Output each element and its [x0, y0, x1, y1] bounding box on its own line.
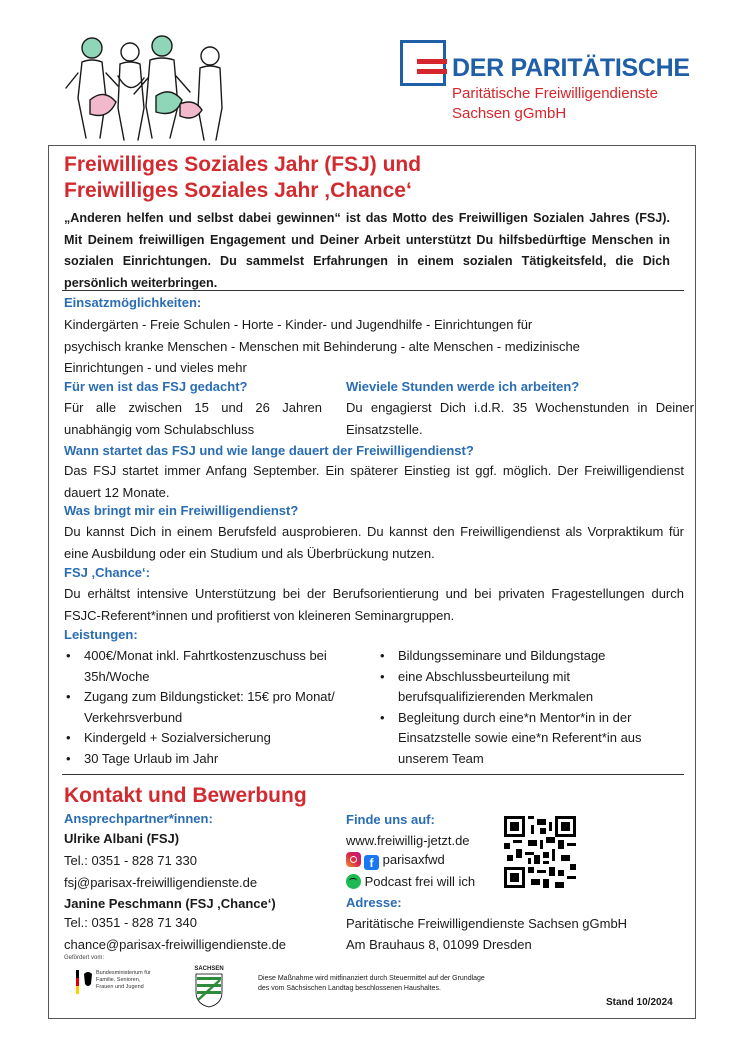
sachsen-label: SACHSEN — [194, 966, 224, 972]
einsatz-text — [64, 314, 674, 379]
website-link[interactable]: www.freiwillig-jetzt.de — [346, 833, 470, 848]
divider — [62, 290, 684, 291]
sachsen-logo — [194, 966, 224, 1010]
divider — [62, 774, 684, 775]
logo-name: DER PARITÄTISCHE — [452, 54, 690, 82]
ministry-name: Bundesministerium für Familie, Senioren, Frauen und Jugend — [96, 970, 151, 990]
stand-date: Stand 10/2024 — [606, 997, 673, 1008]
qr-code[interactable] — [504, 816, 576, 888]
list-item: • 30 Tage Urlaub im Jahr — [64, 749, 376, 770]
fuer-wen-text: Für alle zwischen 15 und 26 Jahren unabhängig vom Schulabschluss — [64, 400, 322, 437]
list-item: • eine Abschlussbeurteilung mit berufsqualifizierenden Merkmalen — [378, 667, 678, 708]
social-row[interactable] — [346, 852, 445, 870]
heading-stunden: Wieviele Stunden werde ich arbeiten? — [346, 379, 580, 394]
stunden-text: Du engagierst Dich i.d.R. 35 Wochenstunden in Deiner Einsatzstelle. — [346, 400, 694, 437]
title-line-2: Freiwilliges Soziales Jahr ‚Chance‘ — [64, 179, 412, 202]
address-line-2: Am Brauhaus 8, 01099 Dresden — [346, 937, 532, 952]
people-illustration — [60, 28, 232, 150]
chance-text: Du erhältst intensive Unterstützung bei der Berufsorientierung und bei privaten Fragestellungen durch FSJC-Referent*innen und profitierst von kleineren Seminargruppen. — [64, 586, 684, 623]
heading-finde-uns: Finde uns auf: — [346, 812, 435, 827]
list-item: • 400€/Monat inkl. Fahrtkostenzuschuss bei 35h/Woche — [64, 646, 376, 687]
logo-mark-icon — [400, 40, 446, 86]
was-bringt-text: Du kannst Dich in einem Berufsfeld ausprobieren. Du kannst den Freiwilligendienst als Vorpraktikum für eine Ausbildung oder ein Studium und als Überbrückung nutzen. — [64, 524, 684, 561]
heading-adresse: Adresse: — [346, 895, 402, 910]
contact-email-1[interactable]: fsj@parisax-freiwilligendienste.de — [64, 875, 258, 890]
list-item: • Kindergeld + Sozialversicherung — [64, 728, 376, 749]
heading-leistungen: Leistungen: — [64, 627, 138, 642]
paritaetische-logo — [400, 40, 700, 130]
podcast-label: Podcast frei will ich — [364, 874, 476, 889]
funding-note: Diese Maßnahme wird mitfinanziert durch Steuermittel auf der Grundlage des vom Sächsischen Landtag beschlossenen Haushaltes. — [258, 975, 485, 992]
podcast-row[interactable] — [346, 874, 475, 889]
contact-person-1: Ulrike Albani (FSJ) — [64, 831, 180, 846]
logo-subtitle-1: Paritätische Freiwilligendienste — [452, 85, 658, 102]
heading-wann: Wann startet das FSJ und wie lange dauert der Freiwilligendienst? — [64, 443, 474, 458]
wann-text: Das FSJ startet immer Anfang September. Ein späterer Einstieg ist ggf. möglich. Der Freiwilligendienst dauert 12 Monate. — [64, 463, 684, 500]
heading-chance: FSJ ‚Chance‘: — [64, 565, 150, 580]
gefoerdert-label: Gefördert vom: — [64, 955, 105, 961]
heading-was-bringt: Was bringt mir ein Freiwilligendienst? — [64, 503, 299, 518]
contact-person-2: Janine Peschmann (FSJ ‚Chance‘) — [64, 896, 276, 911]
spotify-icon — [346, 874, 361, 889]
intro-text: „Anderen helfen und selbst dabei gewinnen“ ist das Motto des Freiwilligen Sozialen Jahres (FSJ). Mit Deinem freiwilligen Engagement und Deiner Arbeit unterstützt Du hilfsbedürftige Menschen in sozialen Einrichtungen. Du sammelst Erfahrungen in einem sozialen Tätigkeitsfeld, die Dich persönlich weiterbringen. — [64, 211, 670, 290]
instagram-icon — [346, 852, 361, 867]
leistungen-left-list — [64, 646, 376, 769]
contact-phone-2[interactable]: Tel.: 0351 - 828 71 340 — [64, 915, 197, 930]
address-line-1: Paritätische Freiwilligendienste Sachsen gGmbH — [346, 916, 628, 931]
sachsen-coat-of-arms-icon — [194, 972, 224, 1008]
contact-email-2[interactable]: chance@parisax-freiwilligendienste.de — [64, 937, 287, 952]
list-item: • Zugang zum Bildungsticket: 15€ pro Monat/ Verkehrsverbund — [64, 687, 376, 728]
list-item: • Begleitung durch eine*n Mentor*in in der Einsatzstelle sowie eine*n Referent*in aus unserem Team — [378, 708, 678, 770]
einsatz-line-2: psychisch kranke Menschen - Menschen mit Behinderung - alte Menschen - medizinische — [64, 338, 580, 354]
contact-title: Kontakt und Bewerbung — [64, 784, 307, 807]
einsatz-line-1: Kindergärten - Freie Schulen - Horte - Kinder- und Jugendhilfe - Einrichtungen für — [64, 317, 533, 332]
page-title — [64, 152, 684, 204]
leistungen-right-list — [378, 646, 678, 769]
social-handle: parisaxfwd — [382, 852, 445, 867]
logo-subtitle-2: Sachsen gGmbH — [452, 105, 567, 122]
contact-phone-1[interactable]: Tel.: 0351 - 828 71 330 — [64, 853, 197, 868]
list-item: • Bildungsseminare und Bildungstage — [378, 646, 678, 667]
title-line-1: Freiwilliges Soziales Jahr (FSJ) und — [64, 153, 422, 176]
heading-ansprechpartner: Ansprechpartner*innen: — [64, 811, 213, 826]
heading-einsatz: Einsatzmöglichkeiten: — [64, 295, 202, 310]
heading-fuer-wen: Für wen ist das FSJ gedacht? — [64, 379, 248, 394]
einsatz-line-3: Einrichtungen - und vieles mehr — [64, 360, 247, 375]
facebook-icon: f — [364, 855, 379, 870]
